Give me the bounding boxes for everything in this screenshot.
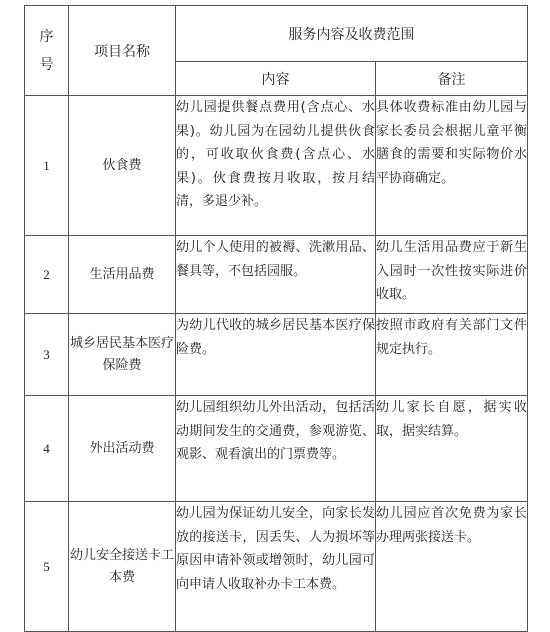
row-content: 幼儿园提供餐点费用(含点心、水果)。幼儿园为在园幼儿提供伙食的，可收取伙食费(含点心、水果)。伙食费按月收取，按月结清，多退少补。	[176, 96, 376, 236]
row-content: 幼儿个人使用的被褥、洗漱用品、餐具等，不包括园服。	[176, 236, 376, 314]
table-row	[25, 502, 528, 632]
row-index: 3	[25, 314, 69, 396]
row-item-name: 生活用品费	[69, 236, 176, 314]
table-row	[25, 396, 528, 502]
table-row	[25, 314, 528, 396]
row-content: 幼儿园为保证幼儿安全，向家长发放的接送卡，因丢失、人为损坏等原因申请补领或增领时，幼儿园可向申请人收取补办卡工本费。	[176, 502, 376, 632]
table-row	[25, 96, 528, 236]
row-item-name: 幼儿安全接送卡工本费	[69, 502, 176, 632]
row-remark: 幼儿家长自愿，据实收取，据实结算。	[376, 396, 528, 502]
row-index: 2	[25, 236, 69, 314]
row-item-name: 伙食费	[69, 96, 176, 236]
row-index: 5	[25, 502, 69, 632]
header-item-name: 项目名称	[69, 6, 176, 96]
table-row	[25, 236, 528, 314]
header-seq	[25, 6, 69, 96]
header-content: 内容	[176, 62, 376, 96]
row-remark: 幼儿园应首次免费为家长办理两张接送卡。	[376, 502, 528, 632]
row-index: 4	[25, 396, 69, 502]
row-remark: 按照市政府有关部门文件规定执行。	[376, 314, 528, 396]
header-row-top	[25, 6, 528, 62]
header-seq-bottom: 号	[39, 56, 54, 73]
header-seq-top: 序	[39, 28, 54, 45]
row-item-name: 城乡居民基本医疗保险费	[69, 314, 176, 396]
row-index: 1	[25, 96, 69, 236]
row-remark: 具体收费标准由幼儿园与家长委员会根据儿童平衡膳食的需要和实际物价水平协商确定。	[376, 96, 528, 236]
row-item-name: 外出活动费	[69, 396, 176, 502]
row-remark: 幼儿生活用品费应于新生入园时一次性按实际进价收取。	[376, 236, 528, 314]
fee-table	[24, 5, 528, 632]
row-content: 为幼儿代收的城乡居民基本医疗保险费。	[176, 314, 376, 396]
header-remark: 备注	[376, 62, 528, 96]
header-service-scope: 服务内容及收费范围	[176, 6, 528, 62]
row-content: 幼儿园组织幼儿外出活动，包括活动期间发生的交通费，参观游览、观影、观看演出的门票费等。	[176, 396, 376, 502]
